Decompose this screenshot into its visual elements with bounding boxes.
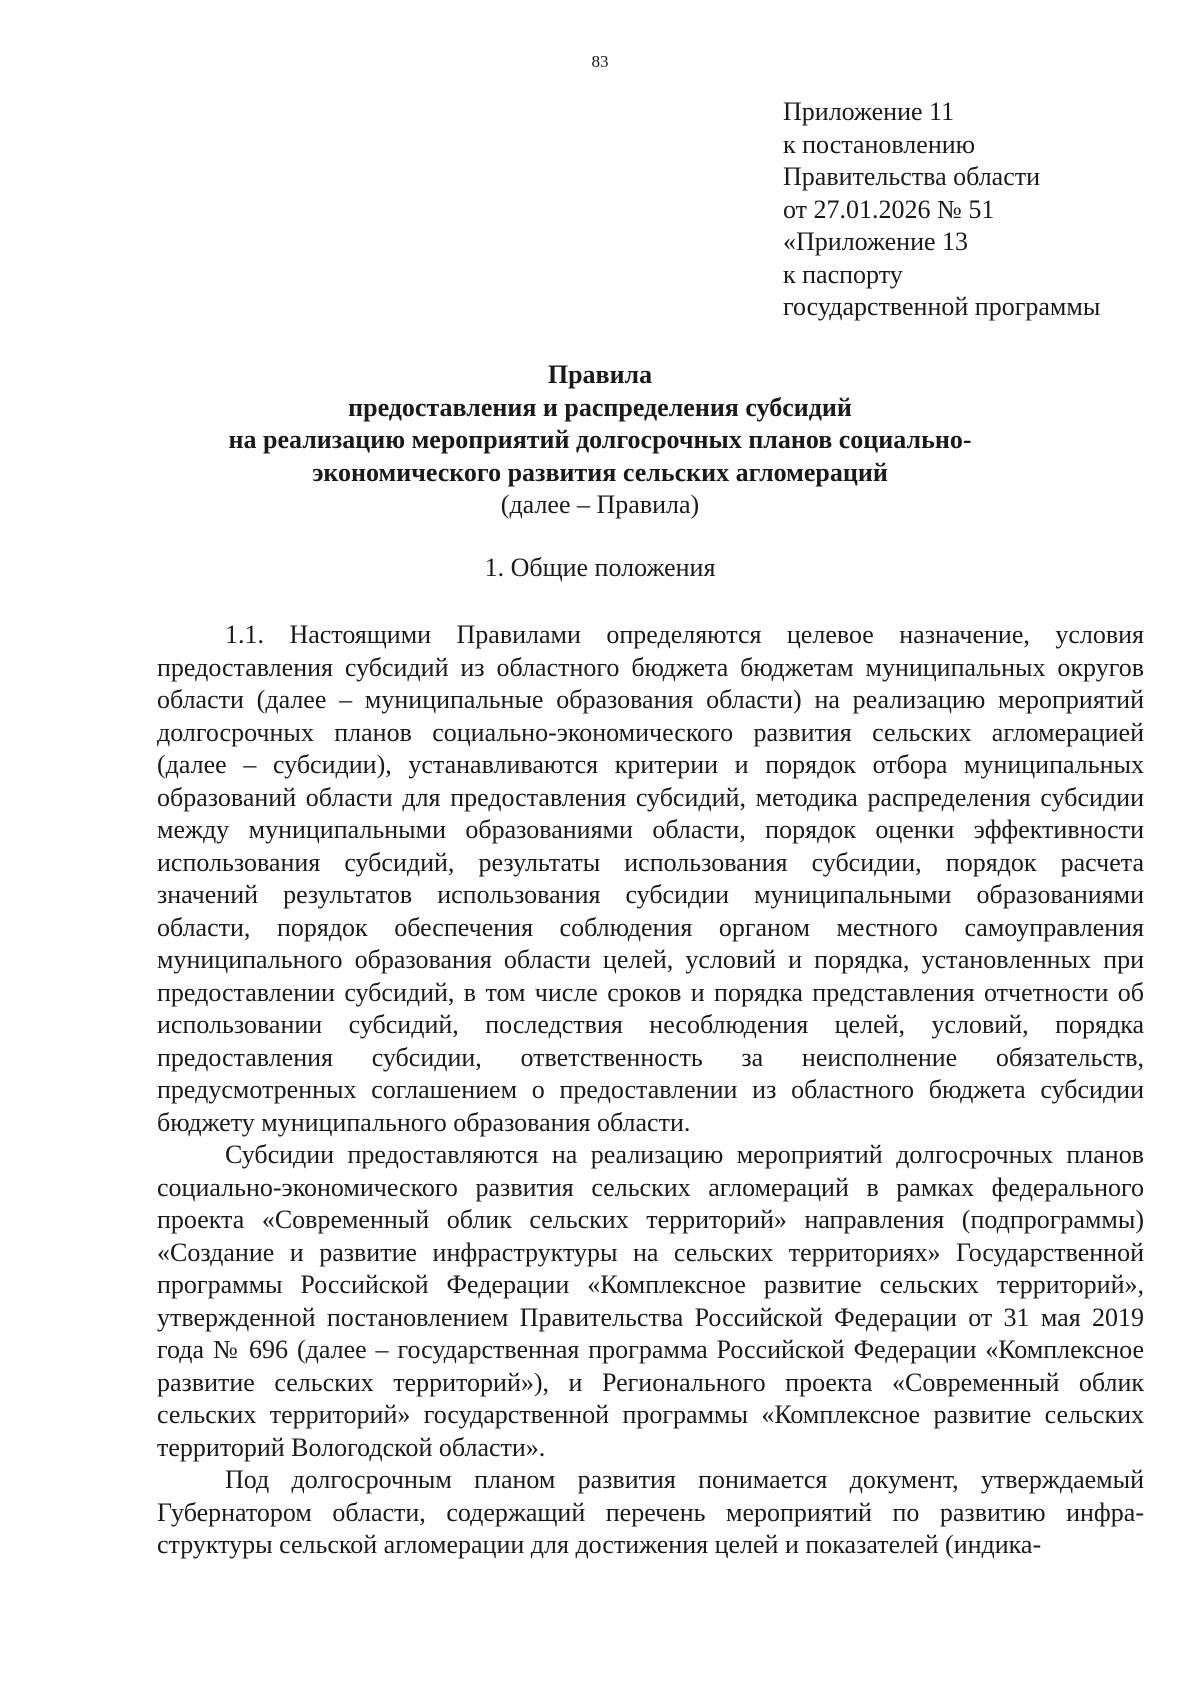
annex-line: государственной программы — [783, 292, 1101, 321]
document-title — [150, 359, 1050, 522]
paragraph: Субсидии предоставляются на реализацию мероприятий долгосрочных планов социально-экономического развития сельских агломераций в рамках федерального проекта «Современный облик сельских территорий» направления (подпрограммы) «Создание и развитие инфраструктуры на сельских территориях» Государственной программы Российской Федерации «Комплексное развитие сельских территорий», утвержденной постановлением Правительства Российской Федерации от 31 мая 2019 года № 696 (далее – государственная программа Российской Федерации «Комплексное развитие сельских территорий»), и Регионального проекта «Современный облик сельских территорий» государственной программы «Комплексное развитие сельских территорий Вологодской области». — [157, 1140, 1144, 1462]
title-subtitle: (далее – Правила) — [500, 490, 700, 519]
paragraph: Под долгосрочным планом развития понимается документ, утверждаемый Губернатором области, содержащий перечень мероприятий по развитию инфраструктуры сельской агломерации для достижения целей и показателей (индика- — [157, 1465, 1144, 1559]
annex-line: «Приложение 13 — [783, 227, 969, 256]
annex-line: Правительства области — [783, 162, 1041, 191]
title-line: Правила — [547, 360, 653, 389]
paragraph: 1.1. Настоящими Правилами определяются целевое назначение, условия предоставления субсидий из областного бюджета бюджетам муниципальных округов области (далее – муниципальные образования области) на реализацию мероприятий долгосрочных планов социально-экономического развития сельских агломерацией (далее – субсидии), устанавливаются критерии и порядок отбора муниципальных образований области для предоставления субсидий, методика распределения субсидии между муниципальными образованиями области, порядок оценки эффективности использования субсидий, результаты использования субсидии, порядок расчета значений результатов использования субсидии муниципальными образованиями области, порядок обеспечения соблюдения органом местного самоуправления муниципального образования области целей, условий и порядка, установленных при предоставлении субсидий, в том числе сроков и порядка представления отчетности об использовании субсидий, последствия несоблюдения целей, условий, порядка предоставления субсидии, ответственность за неисполнение обязательств, предусмотренных соглашением о предоставлении из областного бюджета субсидии бюджету муниципального образования области. — [157, 620, 1144, 1137]
title-line: предоставления и распределения субсидий — [348, 392, 852, 422]
title-line: на реализацию мероприятий долгосрочных планов социально- — [228, 425, 972, 454]
page-number: 83 — [591, 52, 609, 71]
annex-line: к паспорту — [783, 259, 903, 289]
annex-line: от 27.01.2026 № 51 — [783, 194, 995, 224]
annex-line: Приложение 11 — [783, 97, 955, 126]
section-heading: 1. Общие положения — [484, 553, 716, 582]
document-body — [157, 619, 1144, 1562]
annex-line: к постановлению — [783, 129, 976, 159]
annex-header — [783, 96, 1100, 324]
title-line: экономического развития сельских агломераций — [312, 457, 888, 487]
